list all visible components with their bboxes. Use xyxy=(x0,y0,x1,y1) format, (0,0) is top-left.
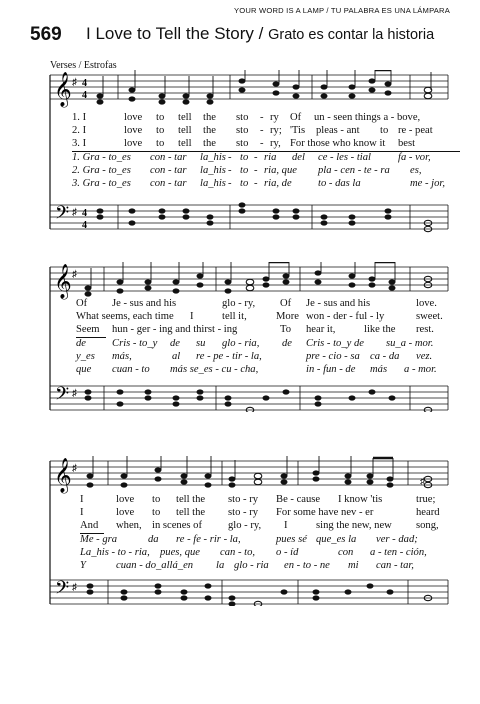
lyric-phrase: For those who know it xyxy=(290,138,386,149)
lyric-line-en-3: 3. I xyxy=(72,138,87,149)
hymn-title-english: I Love to Tell the Story xyxy=(86,24,254,43)
lyric-phrase: re - pe - tir - la, xyxy=(196,351,262,362)
lyric-word: con xyxy=(338,547,354,558)
lyric-word: to xyxy=(240,152,249,163)
key-signature-sharp-icon: ♯ xyxy=(72,207,77,218)
lyric-phrase: sto - ry xyxy=(228,494,259,505)
lyric-hyphen: - xyxy=(228,178,232,189)
lyric-phrase: like the xyxy=(364,324,396,335)
lyric-phrase: ca - da xyxy=(370,351,400,362)
treble-staff-lines xyxy=(50,461,448,485)
hymn-title-spanish: Grato es contar la historia xyxy=(268,27,435,43)
lyric-phrase: won - der - ful - ly xyxy=(306,311,385,322)
lyric-word: when, xyxy=(116,520,142,531)
bass-notes xyxy=(97,202,392,225)
lyric-word: More xyxy=(276,311,299,322)
lyric-hyphen: - xyxy=(260,138,264,149)
lyric-phrase: glo - ry, xyxy=(228,520,262,531)
lyric-phrase: Je - sus and his xyxy=(306,298,371,309)
title-separator: / xyxy=(258,24,264,43)
lyric-word: sto xyxy=(236,138,249,149)
lyric-line-en-2: What seems, each time xyxy=(76,311,174,322)
lyric-phrase: pleas - ant xyxy=(316,125,360,136)
lyric-phrase: hear it, xyxy=(306,324,336,335)
hymn-number: 569 xyxy=(30,24,62,45)
svg-text:4: 4 xyxy=(82,90,87,101)
svg-text:4: 4 xyxy=(82,208,87,219)
lyric-line-en-2: 2. I xyxy=(72,125,87,136)
lyric-line-es-1: 1. Gra - to_es xyxy=(72,152,131,163)
lyric-word: to xyxy=(156,138,165,149)
lyric-word: me - jor, xyxy=(410,178,446,189)
lyric-word: to xyxy=(240,178,249,189)
lyric-word: de xyxy=(170,338,180,349)
lyric-line-en-3: And xyxy=(80,520,99,531)
lyric-word: ry; xyxy=(270,125,282,136)
lyric-word: sto xyxy=(236,125,249,136)
lyric-word: to xyxy=(152,494,161,505)
lyric-word: ver - dad; xyxy=(376,534,418,545)
lyric-word: glo - ria xyxy=(234,560,269,571)
lyric-phrase: For some have nev - er xyxy=(276,507,374,518)
lyric-word: to xyxy=(380,125,389,136)
lyric-line-es-3: 3. Gra - to_es xyxy=(72,178,131,189)
lyric-hyphen: - xyxy=(254,178,258,189)
lyric-phrase: que_es la xyxy=(316,534,357,545)
lyric-word: glo - ry, xyxy=(222,298,256,309)
lyric-word: the xyxy=(203,112,216,123)
lyric-phrase: pues sé xyxy=(276,534,307,545)
lyric-word: cuan - to xyxy=(112,364,150,375)
lyric-word: la xyxy=(216,560,225,571)
lyric-line-es-3: que xyxy=(76,364,92,375)
lyric-line-es-3: Y xyxy=(80,560,86,571)
lyric-phrase: pla - cen - te - ra xyxy=(318,165,390,176)
lyric-word: true; xyxy=(416,494,436,505)
lyric-word: ria, de xyxy=(264,178,292,189)
lyric-word: To xyxy=(280,324,292,335)
treble-clef-icon: 𝄞 xyxy=(54,458,72,493)
lyric-phrase: cuan - do_allá_en xyxy=(116,560,194,571)
lyric-word: love xyxy=(116,507,135,518)
lyric-word: Of xyxy=(280,298,292,309)
lyric-phrase: I know 'tis xyxy=(338,494,383,505)
lyric-phrase: sto - ry xyxy=(228,507,259,518)
lyric-word: del xyxy=(292,152,305,163)
lyric-word: to xyxy=(240,165,249,176)
lyric-phrase: hun - ger - ing and thirst - ing xyxy=(112,324,238,335)
lyric-word: da xyxy=(148,534,159,545)
hymn-title xyxy=(86,24,434,44)
lyric-word: a - ten - ción, xyxy=(370,547,427,558)
lyric-word: to xyxy=(156,112,165,123)
running-header: YOUR WORD IS A LAMP / TU PALABRA ES UNA LÁMPARA xyxy=(233,6,450,15)
treble-clef-icon: 𝄞 xyxy=(54,264,72,299)
lyric-word: sto xyxy=(236,112,249,123)
lyric-word: fa - vor, xyxy=(398,152,431,163)
key-signature-sharp-icon: ♯ xyxy=(72,269,77,280)
lyric-word: best xyxy=(398,138,416,149)
lyric-phrase: un - seen things a - bove, xyxy=(314,112,421,123)
key-signature-sharp-icon: ♯ xyxy=(72,463,77,474)
lyric-word: con - tar xyxy=(150,178,187,189)
lyric-phrase: pues, que xyxy=(160,547,201,558)
lyric-word: ria, que xyxy=(264,165,297,176)
lyric-word: tell xyxy=(178,138,192,149)
lyric-word: love xyxy=(124,125,143,136)
lyric-word: ria xyxy=(264,152,277,163)
note-stems xyxy=(103,70,431,96)
lyric-word: love xyxy=(116,494,135,505)
lyric-line-en-1: Of xyxy=(76,298,88,309)
lyric-phrase: to - das la xyxy=(318,178,361,189)
music-system-2 xyxy=(0,262,480,412)
key-signature-sharp-icon: ♯ xyxy=(72,77,77,88)
accidental-sharp-icon: ♯ xyxy=(420,476,425,486)
lyric-word: tell xyxy=(178,125,192,136)
lyric-line-es-1: Me - gra xyxy=(80,534,118,545)
bass-clef-icon: 𝄢 xyxy=(55,384,70,409)
lyric-word: love. xyxy=(416,298,437,309)
lyric-word: love xyxy=(124,112,143,123)
lyric-line-es-2: y_es xyxy=(76,351,95,362)
lyric-word: can - to, xyxy=(220,547,256,558)
key-signature-sharp-icon: ♯ xyxy=(72,582,77,593)
lyric-word: love xyxy=(124,138,143,149)
lyric-word: to xyxy=(152,507,161,518)
lyric-word: tell it, xyxy=(222,311,247,322)
lyric-word: al xyxy=(172,351,181,362)
lyric-word: la_his xyxy=(200,152,226,163)
lyric-word: glo - ria, xyxy=(222,338,260,349)
lyric-word: a - mor. xyxy=(404,364,437,375)
lyric-phrase: más se_es - cu - cha, xyxy=(170,364,259,375)
lyric-word: heard xyxy=(416,507,440,518)
lyric-word: o - íd xyxy=(276,547,299,558)
treble-notes xyxy=(87,467,394,487)
lyric-phrase: tell the xyxy=(176,494,206,505)
key-signature-sharp-icon: ♯ xyxy=(72,388,77,399)
lyric-word: la_his xyxy=(200,178,226,189)
lyric-line-en-3: Seem xyxy=(76,324,100,335)
lyric-phrase: Je - sus and his xyxy=(112,298,177,309)
lyric-phrase: sing the new, new xyxy=(316,520,392,531)
bass-clef-icon: 𝄢 xyxy=(55,203,70,228)
lyric-word: the xyxy=(203,125,216,136)
lyric-phrase: in scenes of xyxy=(152,520,203,531)
lyric-phrase: tell the xyxy=(176,507,206,518)
lyric-word: su xyxy=(196,338,206,349)
lyric-word: Of xyxy=(290,112,302,123)
lyric-hyphen: - xyxy=(254,165,258,176)
lyric-line-es-2: La_his - to - ria, xyxy=(80,547,150,558)
lyric-phrase: re - peat xyxy=(398,125,433,136)
lyric-word: la_his xyxy=(200,165,226,176)
lyric-word: más xyxy=(370,364,388,375)
bass-notes xyxy=(87,583,394,606)
lyric-phrase: in - fun - de xyxy=(306,364,356,375)
bar-lines xyxy=(108,461,448,604)
lyric-phrase: ce - les - tial xyxy=(318,152,371,163)
lyric-word: vez. xyxy=(416,351,433,362)
treble-notes xyxy=(85,270,396,296)
bass-clef-icon: 𝄢 xyxy=(55,578,70,603)
lyric-word: con - tar xyxy=(150,152,187,163)
lyric-word: su_a - mor. xyxy=(386,338,434,349)
lyric-line-en-1: 1. I xyxy=(72,112,87,123)
lyric-hyphen: - xyxy=(260,125,264,136)
lyric-word: tell xyxy=(178,112,192,123)
music-system-3 xyxy=(0,456,480,606)
lyric-word: sweet. xyxy=(416,311,443,322)
lyric-word: song, xyxy=(416,520,439,531)
lyric-word: de xyxy=(282,338,292,349)
page-header xyxy=(0,0,480,60)
lyric-word: to xyxy=(156,125,165,136)
treble-notes xyxy=(97,78,392,104)
lyric-word: I xyxy=(190,311,194,322)
lyric-hyphen: - xyxy=(228,152,232,163)
lyric-word: 'Tis xyxy=(290,125,306,136)
svg-text:4: 4 xyxy=(82,78,87,89)
lyric-word: can - tar, xyxy=(376,560,414,571)
treble-clef-icon: 𝄞 xyxy=(54,72,72,107)
lyric-line-en-2: I xyxy=(80,507,84,518)
lyric-phrase: Be - cause xyxy=(276,494,321,505)
lyric-line-es-2: 2. Gra - to_es xyxy=(72,165,131,176)
treble-half-notes xyxy=(246,276,432,290)
lyric-word: I xyxy=(284,520,288,531)
bass-staff-lines xyxy=(50,386,448,410)
lyric-hyphen: - xyxy=(254,152,258,163)
lyric-phrase: pre - cio - sa xyxy=(306,351,360,362)
lyric-phrase: Cris - to_y de xyxy=(306,338,364,349)
lyric-word: es, xyxy=(410,165,422,176)
bass-half-notes xyxy=(424,220,432,231)
lyric-word: con - tar xyxy=(150,165,187,176)
lyric-phrase: en - to - ne xyxy=(284,560,330,571)
lyric-word: the xyxy=(203,138,216,149)
lyric-line-en-1: I xyxy=(80,494,84,505)
lyric-hyphen: - xyxy=(260,112,264,123)
lyric-word: ry xyxy=(270,112,279,123)
lyric-word: ry, xyxy=(270,138,281,149)
lyric-line-es-1: de xyxy=(76,338,86,349)
lyric-word: mi xyxy=(348,560,359,571)
section-label: Verses / Estrofas xyxy=(50,60,117,71)
lyric-phrase: re - fe - rir - la, xyxy=(176,534,241,545)
lyric-word: rest. xyxy=(416,324,434,335)
lyric-word: más, xyxy=(112,351,132,362)
svg-text:4: 4 xyxy=(82,220,87,231)
lyric-word: Cris - to_y xyxy=(112,338,158,349)
lyric-hyphen: - xyxy=(228,165,232,176)
